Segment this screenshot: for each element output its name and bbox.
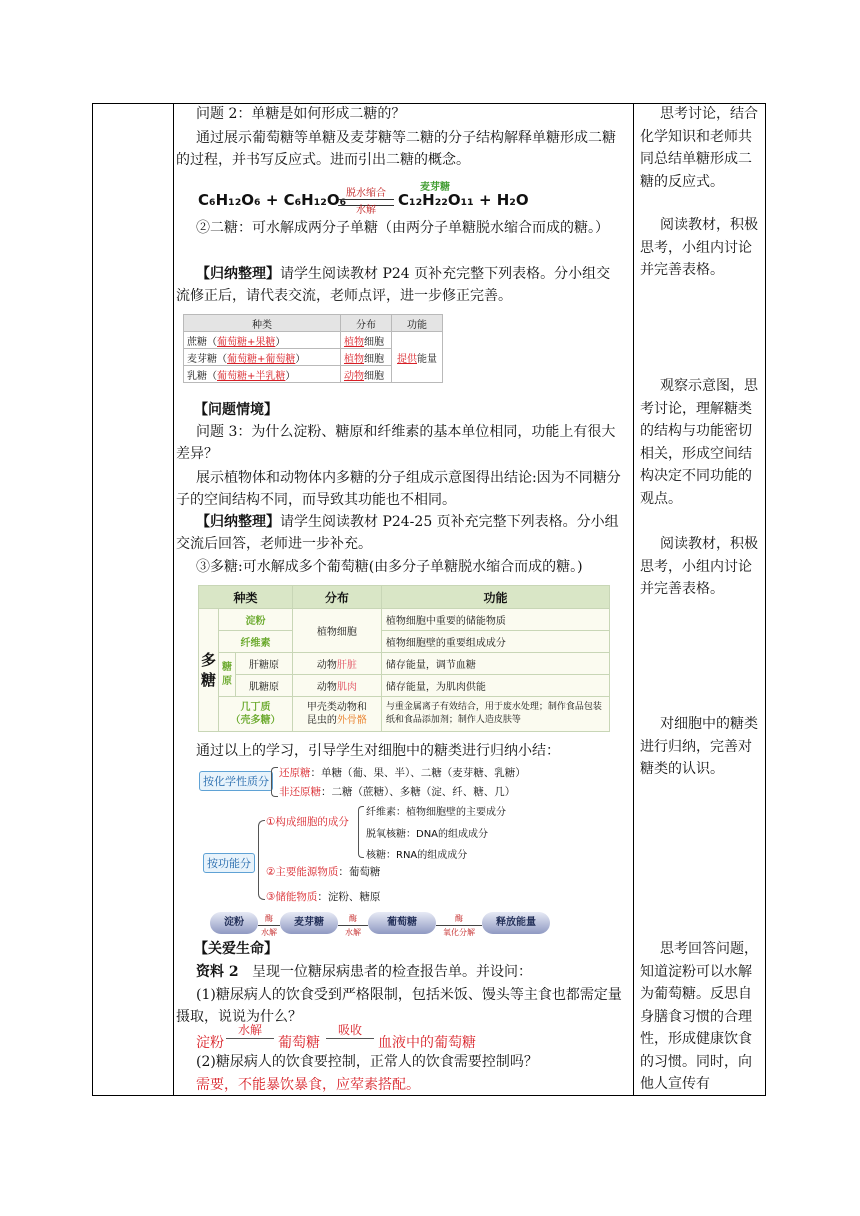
activity-1: 思考讨论，结合化学知识和老师共同总结单糖形成二糖的反应式。 (640, 106, 758, 190)
table-row: 乳糖（葡萄糖+半乳糖） 动物细胞 (184, 366, 443, 383)
flow-arrow: 酶 水解 (338, 913, 368, 938)
table-header: 种类 (199, 586, 293, 609)
table-row: 麦芽糖（葡萄糖+葡萄糖） 植物细胞 (184, 349, 443, 366)
nonreducing-sugar: 非还原糖：二糖（蔗糖）、多糖（淀、纤、糖、几） (279, 786, 516, 798)
chem-class-box: 按化学性质分 (199, 771, 273, 791)
activity-3: 观察示意图，思考讨论，理解糖类的结构与功能密切相关，形成空间结构决定不同功能的观点。 (640, 378, 758, 507)
q3-paragraph: 展示植物体和动物体内多糖的分子组成示意图得出结论:因为不同糖分子的空间结构不同，而导致其功能也不相同。 (176, 470, 621, 508)
table-row: 多糖 淀粉 植物细胞 植物细胞中重要的储能物质 (199, 609, 610, 631)
table-header: 种类 (184, 315, 341, 332)
answer-1: 淀粉 水解 葡萄糖 吸收 血液中的葡萄糖 (196, 1023, 476, 1051)
polysaccharide-table (198, 585, 610, 732)
polysaccharide-group: 多糖 (199, 609, 219, 732)
brace (271, 767, 278, 797)
table-header: 功能 (381, 586, 609, 609)
table-row: 糖原 肝糖原 动物肝脏 储存能量，调节血糖 (199, 653, 610, 675)
table-header: 功能 (392, 315, 443, 332)
cell-component: ①构成细胞的成分 (266, 816, 349, 828)
polysaccharide-definition: ③多糖:可水解成多个葡萄糖(由多分子单糖脱水缩合而成的糖。) (196, 559, 583, 575)
brace (258, 820, 265, 900)
q2-paragraph: 通过展示葡萄糖等单糖及麦芽糖等二糖的分子结构解释单糖形成二糖的过程，并书写反应式。进而引出二糖的概念。 (176, 130, 616, 168)
flow-maltose: 麦芽糖 (280, 912, 338, 934)
flow-glucose: 葡萄糖 (368, 912, 436, 934)
flow-arrow: 酶 水解 (258, 913, 280, 938)
func-class-box: 按功能分 (203, 853, 255, 873)
eq-arrow-bottom: 水解 (338, 199, 394, 222)
question-2: (2)糖尿病人的饮食要控制，正常人的饮食需要控制吗？ (196, 1054, 538, 1070)
activity-2: 阅读教材，积极思考，小组内讨论并完善表格。 (640, 217, 758, 278)
deoxyribose-role: 脱氧核糖：DNA的组成成分 (366, 829, 489, 840)
cellulose-role: 纤维素：植物细胞壁的主要成分 (366, 807, 506, 818)
table-row: 肌糖原 动物肌肉 储存能量，为肌肉供能 (199, 675, 610, 697)
brace (358, 806, 364, 858)
table-header: 分布 (341, 315, 392, 332)
disaccharide-definition: ②二糖：可水解成两分子单糖（由两分子单糖脱水缩合而成的糖。） (196, 220, 609, 236)
q3-tag: 【问题情境】 (194, 402, 278, 418)
column-divider (173, 104, 174, 1095)
activity-4: 阅读教材，积极思考，小组内讨论并完善表格。 (640, 536, 758, 597)
summary-2: 【归纳整理】请学生阅读教材 P24-25 页补充完整下列表格。分小组交流后回答，老师进一步补充。 (176, 514, 619, 552)
energy-storage: ③储能物质：淀粉、糖原 (266, 891, 381, 903)
reactants: C₆H₁₂O₆ + C₆H₁₂O₆ (198, 191, 347, 209)
activity-5: 对细胞中的糖类进行归纳，完善对糖类的认识。 (640, 716, 758, 777)
ribose-role: 核糖：RNA的组成成分 (366, 850, 468, 861)
table-header: 分布 (292, 586, 381, 609)
reducing-sugar: 还原糖：单糖（葡、果、半）、二糖（麦芽糖、乳糖） (279, 767, 526, 779)
table-row: 纤维素 植物细胞壁的重要组成成分 (199, 631, 610, 653)
table-row: 蔗糖（葡萄糖+果糖） 植物细胞 提供能量 (184, 332, 443, 349)
data-2: 资料 2 呈现一位糖尿病患者的检查报告单。并设问： (196, 964, 532, 980)
table-row: 几丁质 （壳多糖） 甲壳类动物和 昆虫的外骨骼 与重金属离子有效结合，用于废水处理；制作食品包装纸和食品添加剂；制作人造皮肤等 (199, 697, 610, 732)
flow-energy: 释放能量 (482, 912, 550, 934)
flow-starch: 淀粉 (210, 912, 258, 934)
products: C₁₂H₂₂O₁₁ + H₂O (398, 191, 529, 209)
care-for-life (176, 938, 632, 1098)
eq-arrow-top: 脱水缩合 (338, 183, 394, 206)
summary-1: 【归纳整理】请学生阅读教材 P24 页补充完整下列表格。分小组交流修正后，请代表交流，老师点评，进一步修正完善。 (176, 266, 611, 304)
answer-2: 需要，不能暴饮暴食，应荤素搭配。 (196, 1077, 420, 1093)
q3-title: 问题 3：为什么淀粉、糖原和纤维素的基本单位相同，功能上有很大差异？ (176, 424, 616, 462)
flow-arrow: 酶 氧化分解 (436, 913, 482, 938)
summary-intro: 通过以上的学习，引导学生对细胞中的糖类进行归纳小结： (196, 743, 560, 759)
life-tag: 【关爱生命】 (194, 941, 278, 957)
question-1: (1)糖尿病人的饮食受到严格限制，包括米饭、馒头等主食也都需定量摄取，说说为什么？ (176, 987, 622, 1025)
activity-6: 思考回答问题，知道淀粉可以水解为葡萄糖。反思自身膳食习惯的合理性，形成健康饮食的习惯。同时，向他人宣传有 (640, 941, 758, 1092)
maltose-label: 麦芽糖 (420, 182, 450, 193)
q2-title: 问题 2：单糖是如何形成二糖的？ (196, 106, 406, 122)
column-divider (633, 104, 634, 1095)
main-energy: ②主要能源物质：葡萄糖 (266, 866, 381, 878)
